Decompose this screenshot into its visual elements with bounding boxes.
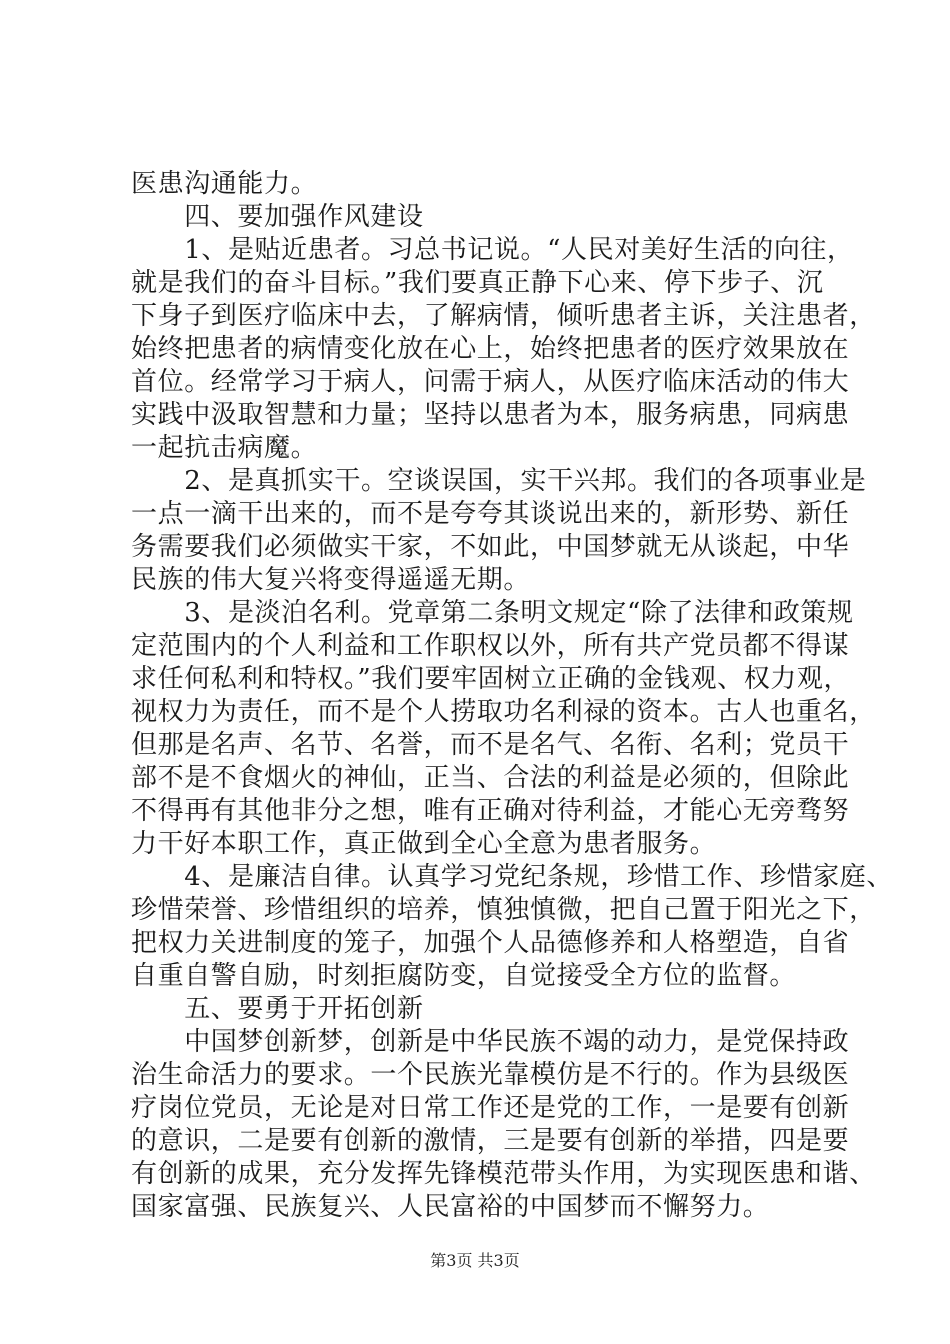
text-line: 力干好本职工作，真正做到全心全意为患者服务。 <box>131 829 717 859</box>
text-line: 务需要我们必须做实干家，不如此，中国梦就无从谈起，中华 <box>131 532 850 562</box>
text-line: 定范围内的个人利益和工作职权以外，所有共产党员都不得谋 <box>131 631 850 661</box>
text-line: 就是我们的奋斗目标。”我们要真正静下心来、停下步子、沉 <box>131 268 824 298</box>
section-heading: 四、要加强作风建设 <box>131 202 424 232</box>
section-heading: 五、要勇于开拓创新 <box>131 994 424 1024</box>
text-line: 实践中汲取智慧和力量；坚持以患者为本，服务病患，同病患 <box>131 400 850 430</box>
text-line: 求任何私利和特权。”我们要牢固树立正确的金钱观、权力观， <box>131 664 851 694</box>
text-line: 视权力为责任，而不是个人捞取功名利禄的资本。古人也重名， <box>131 697 876 727</box>
text-line: 国家富强、民族复兴、人民富裕的中国梦而不懈努力。 <box>131 1192 770 1222</box>
text-line: 下身子到医疗临床中去，了解病情，倾听患者主诉，关注患者， <box>131 301 876 331</box>
text-line: 部不是不食烟火的神仙，正当、合法的利益是必须的，但除此 <box>131 763 850 793</box>
document-body <box>131 168 893 1224</box>
text-line: 4、是廉洁自律。认真学习党纪条规，珍惜工作、珍惜家庭、 <box>131 862 893 892</box>
text-line: 疗岗位党员，无论是对日常工作还是党的工作，一是要有创新 <box>131 1093 850 1123</box>
text-line: 2、是真抓实干。空谈误国，实干兴邦。我们的各项事业是 <box>131 466 867 496</box>
page-number-footer: 第3页 共3页 <box>430 1251 520 1270</box>
text-line: 一起抗击病魔。 <box>131 433 318 463</box>
text-line: 一点一滴干出来的，而不是夸夸其谈说出来的，新形势、新任 <box>131 499 850 529</box>
text-line: 医患沟通能力。 <box>131 169 318 199</box>
text-line: 自重自警自励，时刻拒腐防变，自觉接受全方位的监督。 <box>131 961 797 991</box>
text-line: 首位。经常学习于病人，问需于病人，从医疗临床活动的伟大 <box>131 367 850 397</box>
text-line: 中国梦创新梦，创新是中华民族不竭的动力，是党保持政 <box>131 1027 850 1057</box>
text-line: 民族的伟大复兴将变得遥遥无期。 <box>131 565 531 595</box>
text-line: 但那是名声、名节、名誉，而不是名气、名衔、名利；党员干 <box>131 730 850 760</box>
text-line: 始终把患者的病情变化放在心上，始终把患者的医疗效果放在 <box>131 334 850 364</box>
text-line: 1、是贴近患者。习总书记说。“人民对美好生活的向往， <box>131 235 854 265</box>
text-line: 不得再有其他非分之想，唯有正确对待利益，才能心无旁骛努 <box>131 796 850 826</box>
text-line: 治生命活力的要求。一个民族光靠模仿是不行的。作为县级医 <box>131 1060 850 1090</box>
text-line: 珍惜荣誉、珍惜组织的培养，慎独慎微，把自己置于阳光之下， <box>131 895 876 925</box>
text-line: 把权力关进制度的笼子，加强个人品德修养和人格塑造，自省 <box>131 928 850 958</box>
text-line: 有创新的成果，充分发挥先锋模范带头作用，为实现医患和谐、 <box>131 1159 876 1189</box>
text-line: 3、是淡泊名利。党章第二条明文规定“除了法律和政策规 <box>131 598 854 628</box>
text-line: 的意识，二是要有创新的激情，三是要有创新的举措，四是要 <box>131 1126 850 1156</box>
